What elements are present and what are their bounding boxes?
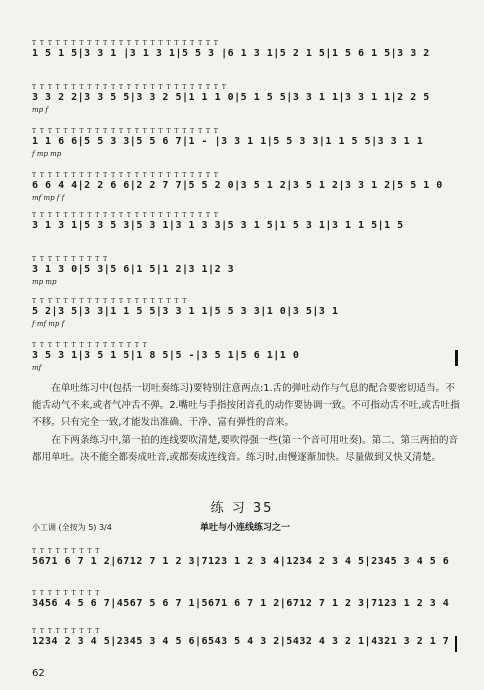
notation: 3456 4 5 6 7|4567 5 6 7 1|5671 6 7 1 2|6712 7 1 2 3|7123 1 2 3 4 xyxy=(32,598,450,609)
notation: 3 5 3 1|3 5 1 5|1 8 5|5 -|3 5 1|5 6 1|1 0 xyxy=(32,350,300,361)
final-barline xyxy=(455,350,458,366)
final-barline xyxy=(455,636,457,652)
notation: 3 3 2 2|3 3 5 5|3 3 2 5|1 1 1 0|5 1 5 5|3 3 1 1|3 3 1 1|2 2 5 xyxy=(32,92,430,103)
exercise-row xyxy=(32,628,464,654)
score-row xyxy=(32,40,464,66)
score-row xyxy=(32,342,464,372)
instruction-paragraph-1: 在单吐练习中(包括一切吐奏练习)要特别注意两点:1.舌的弹吐动作与气息的配合要密切适当。不能舌动气不来,或者气冲舌不弹。2.嘴吐与手指按闭音孔的动作要协调一致。不可指动舌不吐,或舌吐指不移。只有完全一致,才能发出准确、干净、富有弹性的音来。 xyxy=(32,383,460,428)
dynamics: mp mp xyxy=(32,278,57,286)
dynamics: mf mp f f xyxy=(32,194,65,202)
exercise-subtitle: 单吐与小连线练习之一 xyxy=(200,523,291,533)
tongue-marks: T T T T T T T T T T T T T T T T T T T T T T T T xyxy=(32,212,219,219)
notation: 1 1 6 6|5 5 3 3|5 5 6 7|1 - |3 3 1 1|5 5 3 3|1 1 5 5|3 3 1 1 xyxy=(32,136,424,147)
score-row xyxy=(32,212,464,238)
tongue-marks: T T T T T T T T T T T T T T T T T T T T T T T T T xyxy=(32,84,227,91)
notation: 3 1 3 1|5 3 5 3|5 3 1|3 1 3 3|5 3 1 5|1 5 3 1|3 1 1 5|1 5 xyxy=(32,220,404,231)
notation: 5 2|3 5|3 3|1 1 5 5|3 3 1 1|5 5 3 3|1 0|3 5|3 1 xyxy=(32,306,339,317)
notation: 1234 2 3 4 5|2345 3 4 5 6|6543 5 4 3 2|5432 4 3 2 1|4321 3 2 1 7 xyxy=(32,636,450,647)
exercise-title: 练 习 35 xyxy=(210,501,274,516)
tongue-marks: T T T T T T T T T T T T T T T T T T T T T T T T xyxy=(32,128,219,135)
score-row xyxy=(32,128,464,158)
instruction-paragraph-2: 在下两条练习中,第一拍的连线要吹清楚,要吹得强一些(第一个音可用吐奏)。第二、第三两拍的音都用单吐。决不能全都奏成吐音,或都奏成连线音。练习时,由慢逐渐加快。尽量做到又快又清楚。 xyxy=(32,435,459,463)
score-row xyxy=(32,298,464,328)
key-signature: 小工调 (全按为 5) 3/4 xyxy=(32,523,112,532)
notation: 3 1 3 0|5 3|5 6|1 5|1 2|3 1|2 3 xyxy=(32,264,235,275)
tongue-marks: T T T T T T T T T T T T T T T T T T T T T T T T xyxy=(32,172,219,179)
notation: 5671 6 7 1 2|6712 7 1 2 3|7123 1 2 3 4|1234 2 3 4 5|2345 3 4 5 6 xyxy=(32,556,450,567)
tongue-marks: T T T T T T T T T T xyxy=(32,256,109,263)
exercise-row xyxy=(32,548,464,574)
dynamics: f mf mp f xyxy=(32,320,65,328)
notation: 6 6 4 4|2 2 6 6|2 2 7 7|5 5 2 0|3 5 1 2|3 5 1 2|3 3 1 2|5 5 1 0 xyxy=(32,180,443,191)
tongue-marks: T T T T T T T T T xyxy=(32,548,101,555)
score-row xyxy=(32,84,464,114)
tongue-marks: T T T T T T T T T xyxy=(32,628,101,635)
score-row xyxy=(32,172,464,202)
page-number: 62 xyxy=(32,668,45,679)
tongue-marks: T T T T T T T T T T T T T T T T T T T T T T T T xyxy=(32,40,219,47)
tongue-marks: T T T T T T T T T xyxy=(32,590,101,597)
dynamics: f mp mp xyxy=(32,150,62,158)
exercise-row xyxy=(32,590,464,616)
dynamics: mp f xyxy=(32,106,48,114)
tongue-marks: T T T T T T T T T T T T T T T xyxy=(32,342,148,349)
tongue-marks: T T T T T T T T T T T T T T T T T T T T xyxy=(32,298,188,305)
dynamics: mf xyxy=(32,364,42,372)
notation: 1 5 1 5|3 3 1 |3 1 3 1|5 5 3 |6 1 3 1|5 2 1 5|1 5 6 1 5|3 3 2 xyxy=(32,48,430,59)
score-row xyxy=(32,256,464,286)
